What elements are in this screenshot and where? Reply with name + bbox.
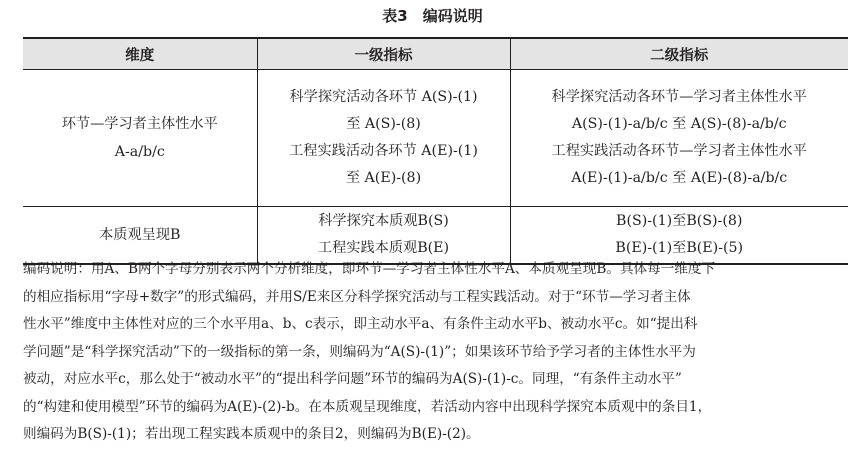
- cell-text: 至 A(E)-(8): [345, 170, 422, 186]
- cell-text: A(S)-(1)-a/b/c 至 A(S)-(8)-a/b/c: [571, 116, 787, 132]
- cell-text: 至 A(S)-(8): [346, 116, 421, 132]
- cell-level1: [257, 70, 510, 207]
- cell-text: 科学探究活动各环节—学习者主体性水平: [551, 89, 807, 105]
- cell-text: A(E)-(1)-a/b/c 至 A(E)-(8)-a/b/c: [571, 170, 788, 186]
- cell-dimension: [23, 70, 257, 207]
- cell-text: 工程实践本质观B(E): [317, 240, 450, 256]
- header-dimension: 维度: [23, 38, 257, 70]
- cell-text: B(E)-(1)至B(E)-(5): [615, 240, 744, 256]
- note-line: 编码说明：用A、B两个字母分别表示两个分析维度，即环节—学习者主体性水平A、本质观呈现B。具体每一维度下: [23, 261, 716, 277]
- table-row: [23, 70, 848, 207]
- cell-text: 科学探究活动各环节 A(S)-(1): [289, 89, 478, 105]
- coding-note: [23, 256, 851, 449]
- note-line: 则编码为B(S)-(1)；若出现工程实践本质观中的条目2，则编码为B(E)-(2)。: [23, 426, 480, 442]
- cell-text: 环节—学习者主体性水平: [61, 116, 218, 132]
- table-title: 表3 编码说明: [382, 7, 483, 25]
- cell-text: 本质观呈现B: [99, 227, 181, 243]
- coding-table: [23, 37, 848, 265]
- cell-text: 工程实践活动各环节 A(E)-(1): [289, 143, 478, 159]
- cell-text: 科学探究本质观B(S): [318, 213, 449, 229]
- note-line: 性水平”维度中主体性对应的三个水平用a、b、c表示，即主动水平a、有条件主动水平b、被动水平c。如“提出科: [23, 316, 698, 332]
- note-line: 学问题”是“科学探究活动”下的一级指标的第一条，则编码为“A(S)-(1)”；如果该环节给予学习者的主体性水平为: [23, 343, 696, 360]
- cell-text: 工程实践活动各环节—学习者主体性水平: [551, 143, 807, 159]
- cell-text: A-a/b/c: [114, 144, 165, 160]
- header-level2: 二级指标: [510, 38, 848, 70]
- cell-text: B(S)-(1)至B(S)-(8): [616, 213, 743, 229]
- note-line: 的相应指标用“字母+数字”的形式编码，并用S/E来区分科学探究活动与工程实践活动。对于“环节—学习者主体: [23, 288, 691, 305]
- note-line: 被动，对应水平c，那么处于“被动水平”的“提出科学问题”环节的编码为A(S)-(1)-c。同理，“有条件主动水平”: [23, 371, 682, 387]
- header-row: [23, 38, 848, 70]
- cell-level2: [510, 70, 848, 207]
- note-line: 的“构建和使用模型”环节的编码为A(E)-(2)-b。在本质观呈现维度，若活动内容中出现科学探究本质观中的条目1，: [23, 398, 712, 415]
- header-level1: 一级指标: [257, 38, 510, 70]
